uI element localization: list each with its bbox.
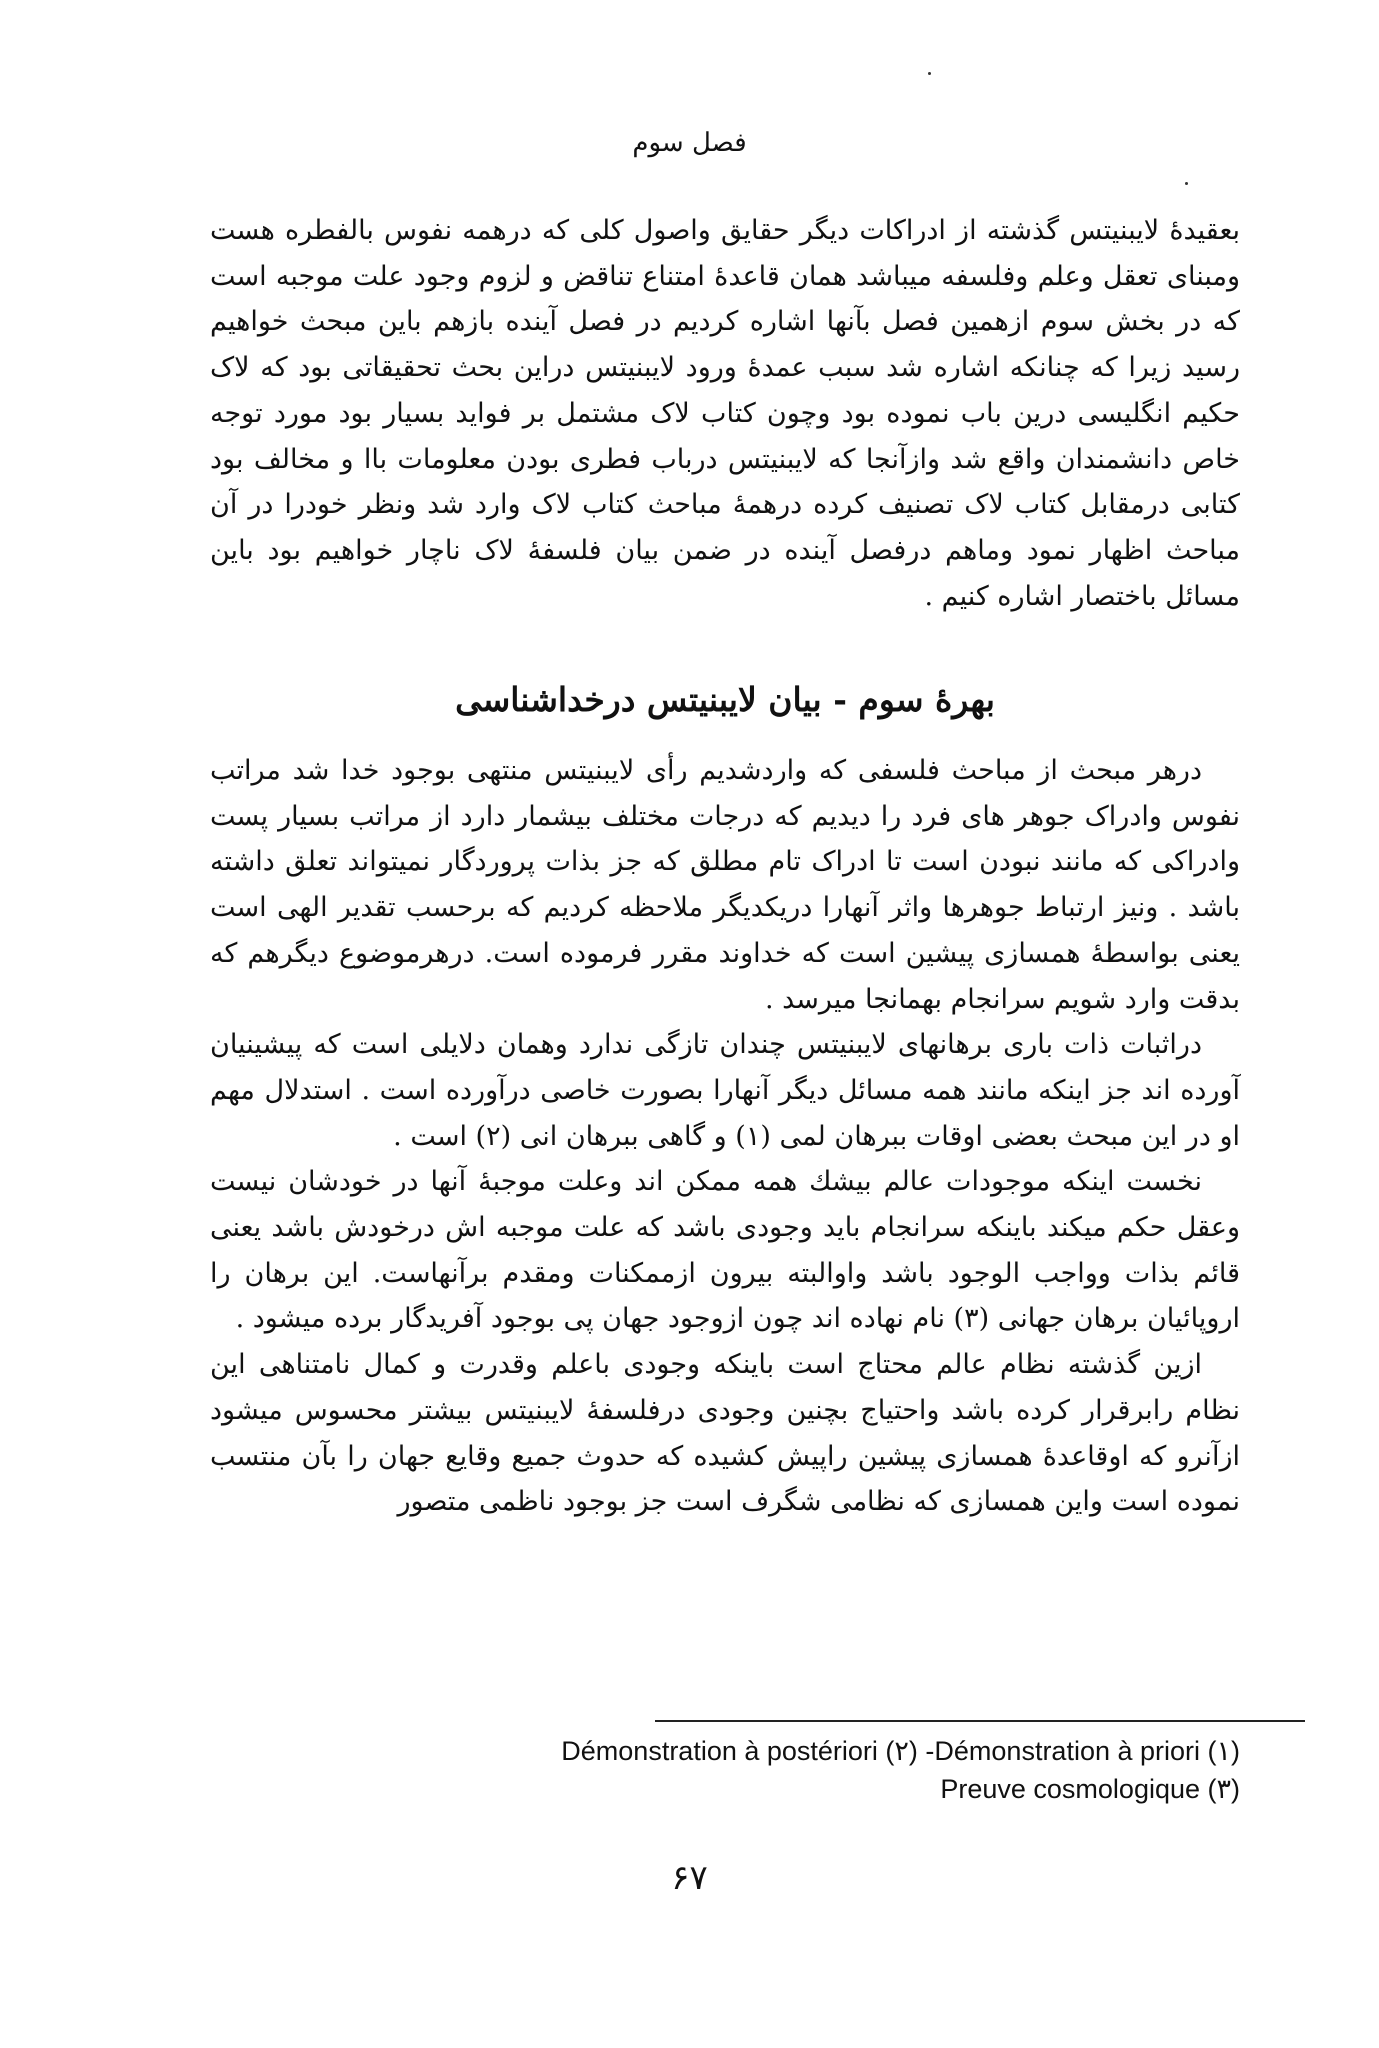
footnote-line-1: Démonstration à postériori (۲) -Démonstration à priori (۱) bbox=[561, 1736, 1240, 1766]
print-speck bbox=[1185, 182, 1188, 185]
intro-paragraph-block bbox=[210, 208, 1240, 619]
paragraph-2: درهر مبحث از مباحث فلسفی که واردشدیم رأی لایبنیتس منتهی بوجود خدا شد مراتب نفوس وادراک جوهر های فرد را دیدیم که درجات مختلف بیشمار دارد از مراتب بسیار پست وادراکی که مانند نبودن است تا ادراک تام مطلق که جز بذات پروردگار نمیتواند تعلق داشته باشد . ونیز ارتباط جوهرها واثر آنهارا دریکدیگر ملاحظه کردیم که برحسب تقدیر الهی است یعنی بواسطهٔ همسازی پیشین است که خداوند مقرر فرموده است. درهرموضوع دیگرهم که بدقت وارد شویم سرانجام بهمانجا میرسد . bbox=[210, 755, 1240, 1015]
paragraph-3: دراثبات ذات باری برهانهای لایبنیتس چندان تازگی ندارد وهمان دلایلی است که پیشینیان آورده اند جز اینکه مانند همه مسائل دیگر آنهارا بصورت خاصی درآورده است . استدلال مهم او در این مبحث بعضی اوقات ببرهان لمی (۱) و گاهی ببرهان انی (۲) است . bbox=[210, 1029, 1240, 1152]
section-heading: بهرهٔ سوم - بیان لایبنیتس درخداشناسی bbox=[455, 680, 995, 719]
intro-paragraph: بعقیدهٔ لایبنیتس گذشته از ادراکات دیگر حقایق واصول کلی که درهمه نفوس بالفطره هست ومبنای تعقل وعلم وفلسفه میباشد همان قاعدهٔ امتناع تناقض و لزوم وجود علت موجبه است که در بخش سوم ازهمین فصل بآنها اشاره کردیم در فصل آینده بازهم باین مبحث خواهیم رسید زیرا که چنانکه اشاره شد سبب عمدهٔ ورود لایبنیتس دراین بحث تحقیقاتی بود که لاک حکیم انگلیسی درین باب نموده بود وچون کتاب لاک مشتمل بر فواید بسیار بود مورد توجه خاص دانشمندان واقع شد وازآنجا که لایبنیتس درباب فطری بودن معلومات باا و مخالف بود کتابی درمقابل کتاب لاک تصنیف کرده درهمهٔ مباحث کتاب لاک وارد شد ونظر خودرا در آن مباحث اظهار نمود وماهم درفصل آینده در ضمن بیان فلسفهٔ لاک ناچار خواهیم بود باین مسائل باختصار اشاره کنیم . bbox=[210, 215, 1240, 612]
paragraph-5: ازین گذشته نظام عالم محتاج است باینکه وجودی باعلم وقدرت و کمال نامتناهی این نظام رابرقرار کرده باشد واحتیاج بچنین وجودی درفلسفهٔ لایبنیتس بیشتر محسوس میشود ازآنرو که اوقاعدهٔ همسازی پیشین راپیش کشیده که حدوث جمیع وقایع جهان را بآن منتسب نموده است واین همسازی که نظامی شگرف است جز بوجود ناظمی متصور bbox=[210, 1349, 1240, 1518]
page-number: ۶۷ bbox=[671, 1858, 708, 1898]
footnote-line-2: Preuve cosmologique (۳) bbox=[940, 1774, 1240, 1804]
footnote-divider bbox=[655, 1720, 1305, 1722]
section-body bbox=[210, 748, 1240, 1525]
footnotes bbox=[300, 1732, 1240, 1808]
running-head: فصل سوم bbox=[632, 128, 747, 158]
print-speck bbox=[928, 72, 931, 75]
paragraph-4: نخست اینکه موجودات عالم بیشك همه ممکن اند وعلت موجبهٔ آنها در خودشان نیست وعقل حکم میکند باینکه سرانجام باید وجودی باشد که علت موجبه اش درخودش باشد یعنی قائم بذات وواجب الوجود باشد واوالبته بیرون ازممکنات ومقدم برآنهاست. این برهان را اروپائیان برهان جهانی (۳) نام نهاده اند چون ازوجود جهان پی بوجود آفریدگار برده میشود . bbox=[210, 1166, 1240, 1335]
